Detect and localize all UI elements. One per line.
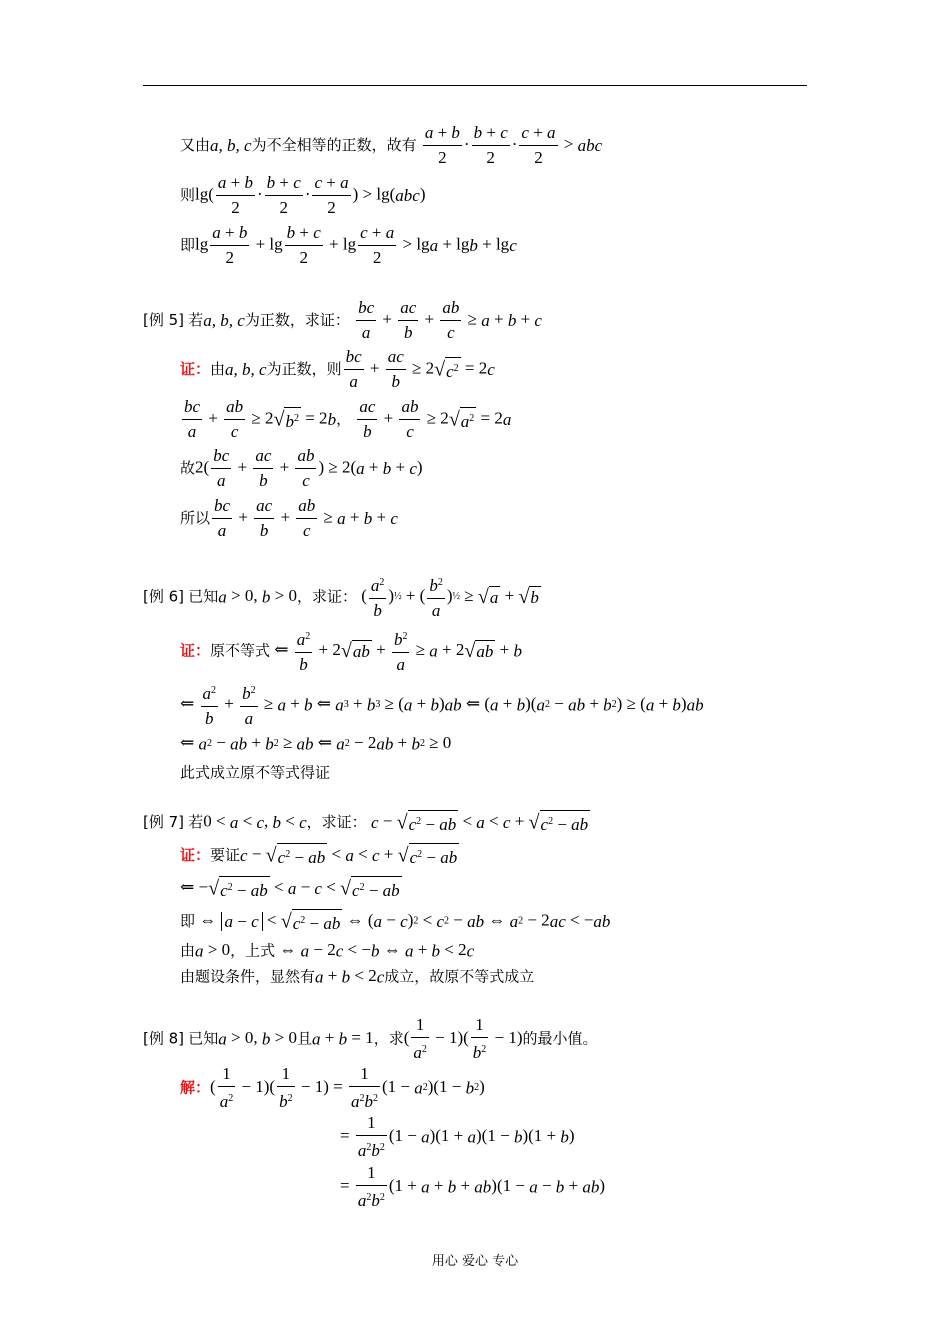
example-8-solution-2: = $\frac{1}{a^2b^2}$ (1 − a)(1 + a)(1 − b)(1 + b)	[340, 1113, 575, 1160]
example-7-statement: [例 7] 若0 < a < c, b < c，求证： $c - √c^2$ − ab < $a < c + √c^2$ − ab	[143, 811, 589, 834]
example-5-statement: [例 5] 若a, b, c为正数，求证： $\frac{bc}{a}$ + $\frac{ac}{b}$ + $\frac{ab}{c}$ ≥ a + b + c	[143, 298, 542, 342]
example-5-proof-3: 故2( $\frac{bc}{a}$ + $\frac{ac}{b}$ + $\frac{ab}{c}$ ) ≥ 2(a + b + c)	[180, 446, 423, 490]
line-3: 即lg $\frac{a + b}{2}$ + lg $\frac{b + c}{2}$ + lg $\frac{c + a}{2}$ > lga + lgb + lgc	[180, 223, 517, 267]
line-2: 则lg( $\frac{a + b}{2}$ · $\frac{b + c}{2}$ · $\frac{c + a}{2}$ ) > lg(abc)	[180, 173, 426, 217]
page-footer: 用心 爱心 专心	[431, 1254, 519, 1269]
example-5-proof-1: 证：由a, b, c为正数，则 $\frac{bc}{a}$ + $\frac{ac}{b}$ ≥ $2√c^2 = 2c$	[180, 347, 495, 391]
line-1: 又由a, b, c为不全相等的正数，故有 $\frac{a + b}{2}$ · $\frac{b + c}{2}$ · $\frac{c + a}{2}$ > abc	[180, 123, 603, 167]
example-5-proof-4: 所以 $\frac{bc}{a}$ + $\frac{ac}{b}$ + $\frac{ab}{c}$ ≥ a + b + c	[180, 496, 398, 540]
example-7-proof-5: 由题设条件，显然有a + b < 2c成立，故原不等式成立	[180, 966, 535, 987]
example-8-solution-1: 解：( $\frac{1}{a^2}$ − 1)( $\frac{1}{b^2}$ − 1) = $\frac{1}{a^2b^2}$ (1 − a2)(1 − b2)	[180, 1064, 485, 1111]
header-rule	[143, 85, 807, 86]
example-7-proof-4: 由a > 0，上式 ⇔ a − 2c < −b ⇔ a + b < 2c	[180, 940, 475, 961]
example-7-proof-2: ⇐ $-√c^2$ − ab < $a - c < √c^2$ − ab	[180, 877, 400, 900]
example-6-conclusion: 此式成立原不等式得证	[180, 763, 331, 782]
example-6-statement: [例 6] 已知a > 0, b > 0，求证： ( $\frac{a^2}{b}$ )½ + ( $\frac{b^2}{a}$ )½ ≥ √a + √b	[143, 572, 541, 622]
example-7-proof-1: 证：要证$c - √c^2$ − ab < $a < c + √c^2$ − ab	[180, 844, 458, 867]
example-8-solution-3: = $\frac{1}{a^2b^2}$ (1 + a + b + ab)(1 − a − b + ab)	[340, 1163, 606, 1210]
example-6-proof-1: 证：原不等式 ⇐ $\frac{a^2}{b}$ + 2√ab + $\frac{b^2}{a}$ ≥ a + 2√ab + b	[180, 626, 522, 676]
example-8-statement: [例 8] 已知a > 0, b > 0且a + b = 1，求( $\frac{1}{a^2}$ − 1)( $\frac{1}{b^2}$ − 1)的最小值。	[143, 1015, 598, 1062]
example-7-proof-3: 即 ⇔ $a - c < √c^2$ − ab ⇔ (a − c)2 < c2 − ab ⇔ a2 − 2ac < −ab	[180, 910, 611, 933]
example-6-proof-3: ⇐ a2 − ab + b2 ≥ ab ⇐ a2 − 2ab + b2 ≥ 0	[180, 733, 452, 754]
example-5-proof-2: $\frac{bc}{a}$ + $\frac{ab}{c}$ ≥ $2√b^2 = 2b$， $\frac{ac}{b}$ + $\frac{ab}{c}$ ≥ $2√a^2 = 2a$	[184, 397, 512, 441]
example-6-proof-2: ⇐ $\frac{a^2}{b}$ + $\frac{b^2}{a}$ ≥ a + b ⇐ a3 + b3 ≥ (a + b)ab ⇐ (a + b)(a2 − ab + b2) ≥ (a + b)ab	[180, 680, 704, 730]
